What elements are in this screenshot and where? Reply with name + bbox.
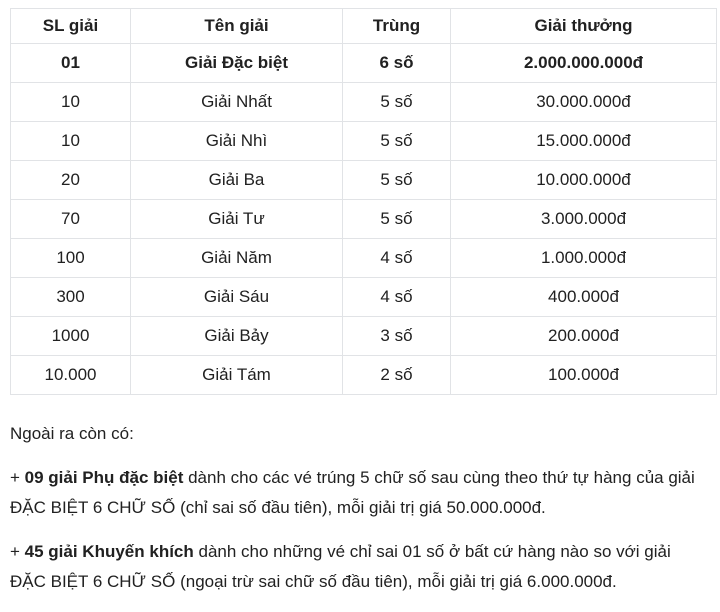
- table-row: [11, 200, 717, 239]
- table-row: [11, 278, 717, 317]
- table-cell-thuong: 10.000.000đ: [451, 161, 717, 200]
- table-cell-ten: Giải Đặc biệt: [131, 44, 343, 83]
- table-cell-thuong: 30.000.000đ: [451, 83, 717, 122]
- table-row: [11, 317, 717, 356]
- column-header-ten-giai: Tên giải: [131, 9, 343, 44]
- table-row: [11, 239, 717, 278]
- table-cell-sl: 01: [11, 44, 131, 83]
- table-header-row: [11, 9, 717, 44]
- notes-section: [10, 419, 708, 597]
- table-cell-sl: 100: [11, 239, 131, 278]
- table-cell-trung: 4 số: [343, 278, 451, 317]
- table-cell-thuong: 1.000.000đ: [451, 239, 717, 278]
- table-row: [11, 161, 717, 200]
- table-body: [11, 44, 717, 395]
- table-row: [11, 83, 717, 122]
- table-row: [11, 44, 717, 83]
- note-paragraph-phu-dac-biet: [10, 463, 708, 523]
- table-cell-ten: Giải Nhất: [131, 83, 343, 122]
- table-row: [11, 122, 717, 161]
- table-cell-ten: Giải Sáu: [131, 278, 343, 317]
- table-cell-trung: 6 số: [343, 44, 451, 83]
- table-cell-thuong: 200.000đ: [451, 317, 717, 356]
- table-cell-sl: 10: [11, 83, 131, 122]
- table-cell-ten: Giải Năm: [131, 239, 343, 278]
- table-cell-trung: 3 số: [343, 317, 451, 356]
- table-cell-sl: 300: [11, 278, 131, 317]
- table-cell-trung: 5 số: [343, 122, 451, 161]
- note-prefix: +: [10, 468, 25, 487]
- table-cell-thuong: 3.000.000đ: [451, 200, 717, 239]
- table-cell-sl: 10.000: [11, 356, 131, 395]
- table-row: [11, 356, 717, 395]
- table-cell-ten: Giải Nhì: [131, 122, 343, 161]
- note-bold-label: 09 giải Phụ đặc biệt: [24, 468, 184, 487]
- column-header-trung: Trùng: [343, 9, 451, 44]
- table-cell-trung: 5 số: [343, 200, 451, 239]
- column-header-sl-giai: SL giải: [11, 9, 131, 44]
- table-cell-trung: 5 số: [343, 83, 451, 122]
- table-cell-ten: Giải Bảy: [131, 317, 343, 356]
- note-text: dành cho các vé trúng 5 chữ số sau cùng theo thứ tự hàng của giải ĐẶC BIỆT 6 CHỮ SỐ (chỉ sai số đầu tiên), mỗi giải trị giá 50.000.000đ.: [10, 468, 695, 517]
- note-text: dành cho những vé chỉ sai 01 số ở bất cứ hàng nào so với giải ĐẶC BIỆT 6 CHỮ SỐ (ngoại trừ sai chữ số đầu tiên), mỗi giải trị giá 6.000.000đ.: [10, 542, 671, 591]
- table-cell-sl: 10: [11, 122, 131, 161]
- table-cell-ten: Giải Tư: [131, 200, 343, 239]
- table-cell-trung: 2 số: [343, 356, 451, 395]
- table-cell-thuong: 400.000đ: [451, 278, 717, 317]
- table-cell-trung: 5 số: [343, 161, 451, 200]
- note-bold-label: 45 giải Khuyến khích: [24, 542, 194, 561]
- table-cell-trung: 4 số: [343, 239, 451, 278]
- notes-intro: Ngoài ra còn có:: [10, 424, 134, 443]
- prize-table: [10, 8, 717, 395]
- table-cell-thuong: 100.000đ: [451, 356, 717, 395]
- table-cell-sl: 20: [11, 161, 131, 200]
- table-cell-thuong: 15.000.000đ: [451, 122, 717, 161]
- table-cell-sl: 1000: [11, 317, 131, 356]
- table-cell-ten: Giải Tám: [131, 356, 343, 395]
- table-cell-sl: 70: [11, 200, 131, 239]
- column-header-giai-thuong: Giải thưởng: [451, 9, 717, 44]
- table-cell-thuong: 2.000.000.000đ: [451, 44, 717, 83]
- note-prefix: +: [10, 542, 25, 561]
- note-paragraph-khuyen-khich: [10, 537, 708, 597]
- table-cell-ten: Giải Ba: [131, 161, 343, 200]
